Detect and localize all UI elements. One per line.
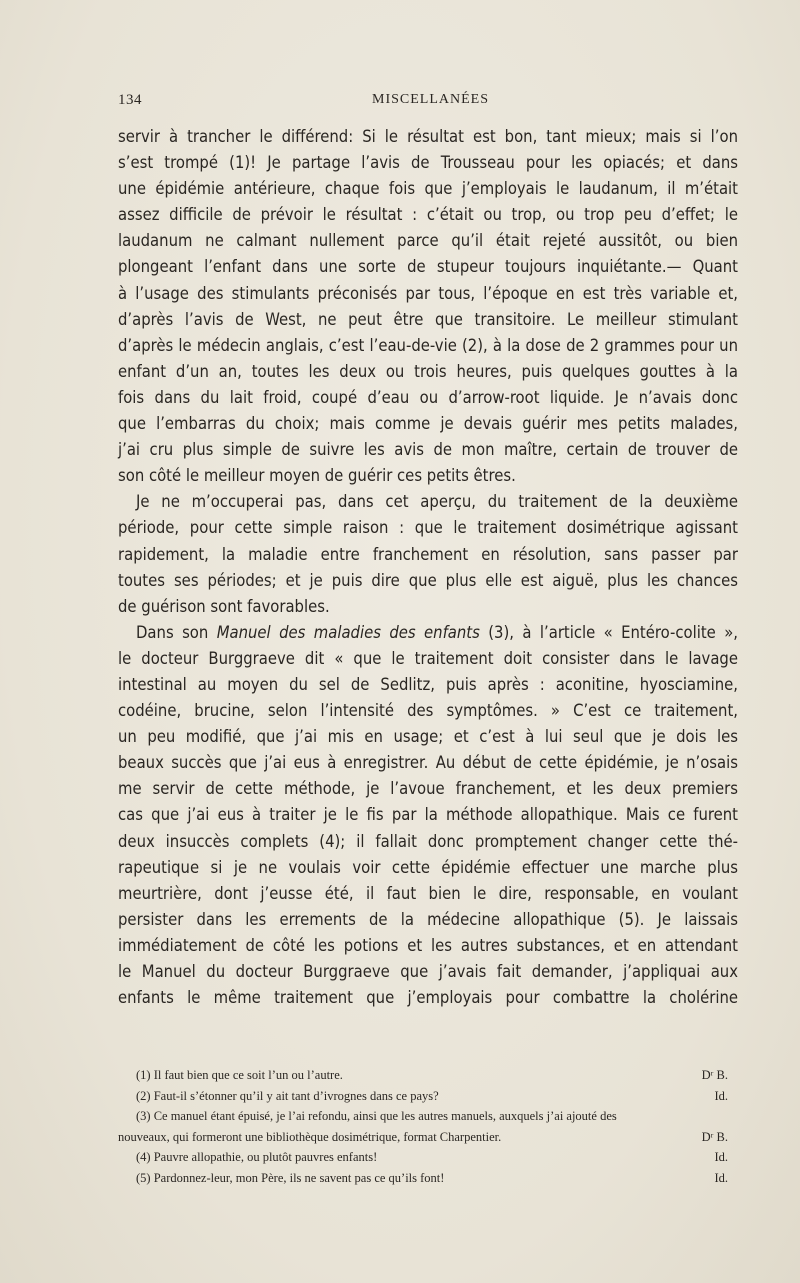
text-line: une épidémie antérieure, chaque fois que j’employais le laudanum, il m’était [118,179,738,199]
text-line: d’après l’avis de West, ne peut être que transitoire. Le meilleur stimulant [118,309,738,329]
text-line: enfant d’un an, toutes les deux ou trois heures, puis quelques gouttes à la [118,361,738,381]
footnote [118,1106,738,1127]
text-line: le docteur Burggraeve dit « que le traitement doit consister dans le lavage [118,648,738,668]
text-line: me servir de cette méthode, je l’avoue franchement, et les deux premiers [118,779,738,799]
text-line: assez difficile de prévoir le résultat : c’était ou trop, ou trop peu d’effet; le [118,205,738,225]
footnote-signature: Id. [714,1170,728,1185]
text-line: un peu modifié, que j’ai mis en usage; et c’est à lui seul que je dois les [118,727,738,747]
footnote-text: (5) Pardonnez-leur, mon Père, ils ne savent pas ce qu’ils font! [136,1170,445,1185]
footnote-signature: Id. [714,1088,728,1103]
text-line: Je ne m’occuperai pas, dans cet aperçu, du traitement de la deuxième [136,492,738,512]
footnote-signature: Dʳ B. [701,1129,728,1144]
text-line: son côté le meilleur moyen de guérir ces petits êtres. [118,466,516,486]
text-line: servir à trancher le différend: Si le résultat est bon, tant mieux; mais si l’on [118,127,738,146]
footnote [118,1065,738,1086]
text-line: enfants le même traitement que j’employais pour combattre la cholérine [118,988,738,1008]
body-text [118,124,738,1011]
footnote-text: nouveaux, qui formeront une bibliothèque dosimétrique, format Charpentier. [118,1129,502,1144]
text-line: deux insuccès complets (4); il fallait donc promptement changer cette thé- [118,831,738,851]
text-line: fois dans du lait froid, coupé d’eau ou d’arrow-root liquide. Je n’avais donc [118,387,738,407]
text-line: persister dans les errements de la médecine allopathique (5). Je laissais [118,909,738,929]
text-line: à l’usage des stimulants préconisés par tous, l’époque en est très variable et, [118,283,738,303]
text-line: plongeant l’enfant dans une sorte de stupeur toujours inquiétante.— Quant [118,257,738,277]
text-line: toutes ses périodes; et je puis dire que plus elle est aiguë, plus les chances [118,570,738,590]
footnote [118,1168,738,1189]
text-line: rapidement, la maladie entre franchement en résolution, sans passer par [118,544,738,564]
text-line: j’ai cru plus simple de suivre les avis de mon maître, certain de trouver de [118,440,738,460]
running-title: MISCELLANÉES [372,92,489,107]
footnote-text: (2) Faut-il s’étonner qu’il y ait tant d’ivrognes dans ce pays? [136,1088,439,1103]
footnote [118,1086,738,1107]
text-line: le Manuel du docteur Burggraeve que j’avais fait demander, j’appliquai aux [118,962,738,981]
text-line: de guérison sont favorables. [118,596,330,616]
footnote-signature: Dʳ B. [701,1068,728,1082]
text-line: que l’embarras du choix; mais comme je devais guérir mes petits malades, [118,414,738,434]
text-line: cas que j’ai eus à traiter je le fis par la méthode allopathique. Mais ce furent [118,805,738,825]
page-header [118,92,758,114]
footnote-signature: Id. [714,1150,728,1164]
footnotes [118,1065,738,1188]
text-line: beaux succès que j’ai eus à enregistrer. Au début de cette épidémie, je n’osais [118,753,738,773]
text-line: laudanum ne calmant nullement parce qu’il était rejeté aussitôt, ou bien [118,231,738,251]
footnote-text: (3) Ce manuel étant épuisé, je l’ai refondu, ainsi que les autres manuels, auxquels j’ai ajouté des [136,1109,617,1123]
text-line: s’est trompé (1)! Je partage l’avis de Trousseau pour les opiacés; et dans [118,153,738,173]
text-line: Dans son Manuel des maladies des enfants (3), à l’article « Entéro-colite », [136,622,738,642]
text-line: meurtrière, dont j’eusse été, il faut bien le dire, responsable, en voulant [118,883,738,903]
text-line: d’après le médecin anglais, c’est l’eau-de-vie (2), à la dose de 2 grammes pour un [118,335,738,355]
text-line: période, pour cette simple raison : que le traitement dosimétrique agissant [118,518,738,538]
footnote-text: (4) Pauvre allopathie, ou plutôt pauvres enfants! [136,1150,378,1164]
text-line: intestinal au moyen du sel de Sedlitz, puis après : aconitine, hyosciamine, [118,674,738,694]
text-line: immédiatement de côté les potions et les autres substances, et en attendant [118,935,738,955]
footnote [118,1127,738,1148]
footnote-text: (1) Il faut bien que ce soit l’un ou l’autre. [136,1068,343,1082]
text-line: rapeutique si je ne voulais voir cette épidémie effectuer une marche plus [118,857,738,877]
page-number: 134 [118,92,142,108]
text-line: codéine, brucine, selon l’intensité des symptômes. » C’est ce traitement, [118,701,738,721]
footnote [118,1147,738,1168]
